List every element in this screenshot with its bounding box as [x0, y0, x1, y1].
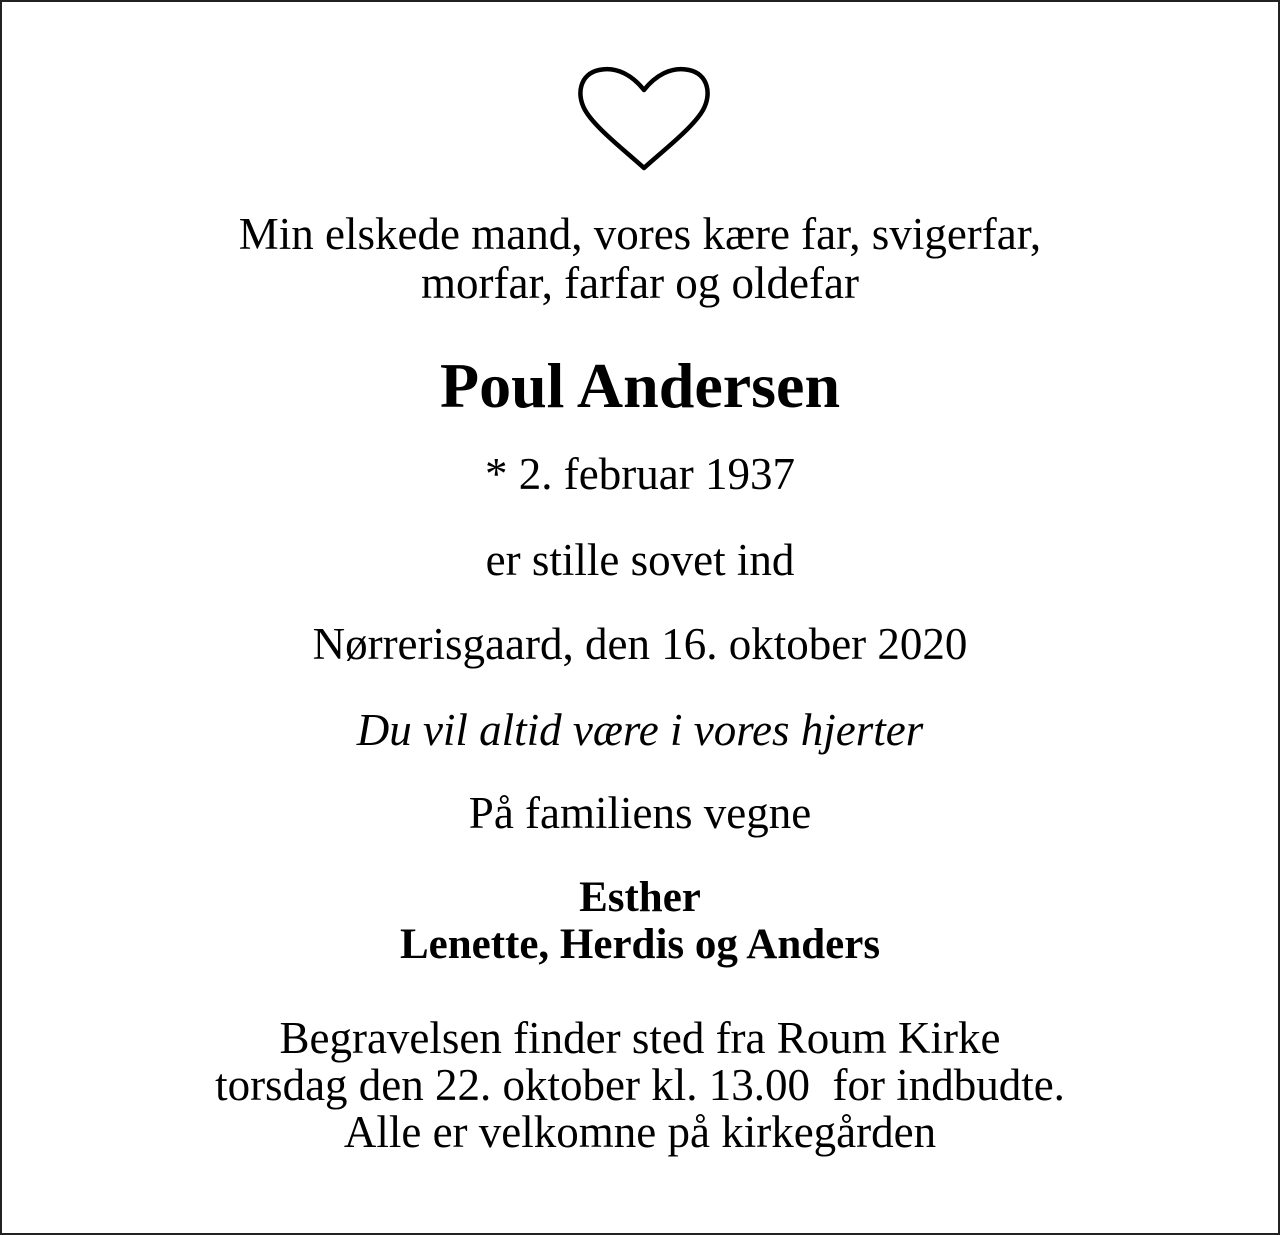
passing-statement: er stille sovet ind: [485, 535, 795, 585]
place-and-date: Nørrerisgaard, den 16. oktober 2020: [312, 619, 968, 669]
funeral-line: Begravelsen finder sted fra Roum Kirke: [279, 1013, 1001, 1063]
signers: [2, 874, 1278, 968]
funeral-info: [2, 1015, 1278, 1156]
funeral-line: torsdag den 22. oktober kl. 13.00 for indbudte.: [215, 1060, 1065, 1110]
deceased-name: Poul Andersen: [439, 350, 841, 421]
funeral-line: Alle er velkomne på kirkegården: [343, 1107, 937, 1157]
intro-text: [2, 210, 1278, 308]
intro-line: Min elskede mand, vores kære far, svigerfar,: [238, 209, 1042, 259]
intro-line: morfar, farfar og oldefar: [421, 258, 859, 308]
on-behalf-text: På familiens vegne: [468, 788, 812, 838]
signer-line: Esther: [579, 874, 701, 921]
heart-icon: [575, 62, 713, 174]
signer-line: Lenette, Herdis og Anders: [399, 921, 881, 968]
motto: Du vil altid være i vores hjerter: [356, 705, 924, 755]
birth-date: * 2. februar 1937: [485, 449, 795, 499]
